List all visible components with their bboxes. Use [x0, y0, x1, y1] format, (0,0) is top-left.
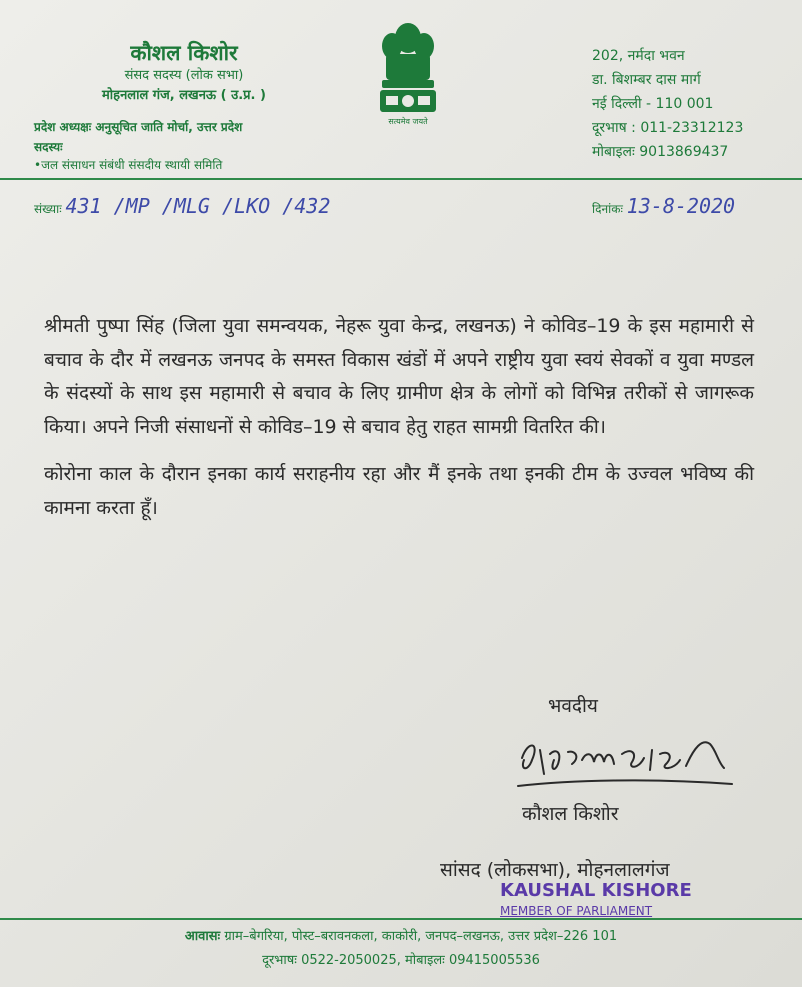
member-label: सदस्यः: [34, 140, 63, 154]
mp-name: कौशल किशोर: [130, 41, 238, 65]
footer-divider: [0, 918, 802, 920]
footer-contact: [0, 950, 802, 968]
header-divider: [0, 178, 802, 180]
signatory-name: कौशल किशोर: [522, 803, 619, 825]
date-label: दिनांकः: [592, 202, 623, 216]
footer-phone-label: दूरभाषः: [262, 953, 297, 968]
reference-number-label: संख्याः: [34, 202, 62, 216]
signatory-designation: सांसद (लोकसभा), मोहनलालगंज: [440, 859, 670, 881]
closing-salutation: भवदीय: [548, 695, 598, 717]
letter-date: [592, 194, 735, 218]
stamp-title: MEMBER OF PARLIAMENT: [500, 904, 653, 918]
footer-mobile: 09415005536: [448, 953, 540, 968]
mp-title: संसद सदस्य (लोक सभा): [124, 68, 244, 83]
reference-number-value: 431 /MP /MLG /LKO /432: [65, 194, 331, 218]
footer-residence: [0, 926, 802, 944]
office-mobile: मोबाइलः 9013869437: [592, 144, 729, 160]
footer-mobile-label: मोबाइलः: [405, 953, 445, 968]
stamp-name: KAUSHAL KISHORE: [500, 880, 692, 901]
address-line-3: नई दिल्ली - 110 001: [592, 96, 714, 112]
address-line-2: डा. बिशम्बर दास मार्ग: [592, 72, 701, 88]
footer-phone: 0522-2050025,: [301, 953, 401, 968]
letter-body: [44, 310, 754, 539]
office-phone: दूरभाष : 011-23312123: [592, 120, 744, 136]
residence-address: ग्राम–बेगरिया, पोस्ट–बरावनकला, काकोरी, जनपद–लखनऊ, उत्तर प्रदेश–226 101: [224, 929, 618, 944]
reference-number: [34, 194, 330, 218]
letterhead-address: [592, 44, 743, 164]
date-value: 13-8-2020: [626, 194, 736, 218]
address-line-1: 202, नर्मदा भवन: [592, 48, 685, 64]
mp-constituency: मोहनलाल गंज, लखनऊ ( उ.प्र. ): [102, 88, 266, 103]
emblem-motto: सत्यमेव जयते: [388, 117, 428, 126]
body-paragraph-1: श्रीमती पुष्पा सिंह (जिला युवा समन्वयक, नेहरू युवा केन्द्र, लखनऊ) ने कोविड–19 के इस महामारी से बचाव के दौर में लखनऊ जनपद के समस्त विकास खंडों में अपने राष्ट्रीय युवा स्वयं सेवकों व युवा मण्डल के संदस्यों के साथ इस महामारी से बचाव के लिए ग्रामीण क्षेत्र के लोगों को विभिन्न तरीकों से जागरूक किया। अपने निजी संसाधनों से कोविड–19 से बचाव हेतु राहत सामग्री वितरित की।: [44, 315, 754, 438]
mp-position: प्रदेश अध्यक्षः अनुसूचित जाति मोर्चा, उत्तर प्रदेश: [34, 120, 243, 134]
handwritten-signature: [510, 730, 740, 800]
committee-membership: •जल संसाधन संबंधी संसदीय स्थायी समिति: [34, 158, 223, 172]
letterhead-left: [34, 40, 334, 106]
residence-label: आवासः: [184, 929, 221, 944]
body-paragraph-2: कोरोना काल के दौरान इनका कार्य सराहनीय रहा और मैं इनके तथा इनकी टीम के उज्वल भविष्य की कामना करता हूँ।: [44, 463, 754, 519]
